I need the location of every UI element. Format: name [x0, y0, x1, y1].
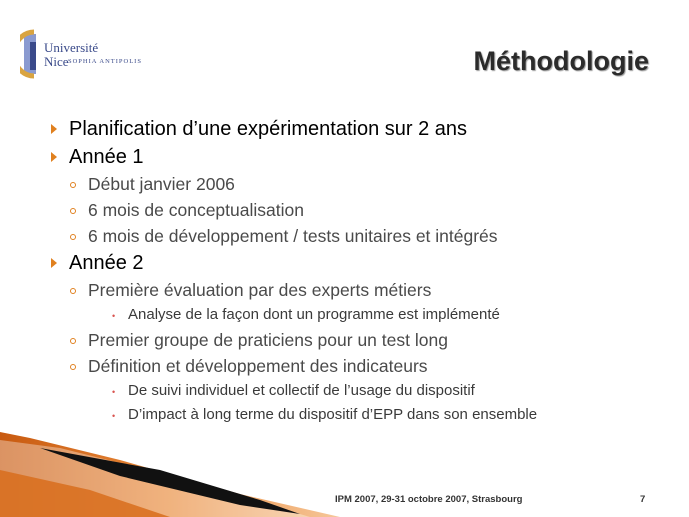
bullet-level2: [48, 355, 668, 381]
bullet-level3: [48, 405, 668, 429]
bullet-level2: [48, 329, 668, 355]
dot-bullet-icon: •: [112, 387, 116, 397]
bullet-level1: [48, 145, 668, 173]
bullet-text: D’impact à long terme du dispositif d’EPP dans son ensemble: [128, 406, 538, 423]
logo-line1: Université: [44, 40, 99, 55]
triangle-bullet-icon: [51, 258, 57, 268]
bullet-level1: [48, 251, 668, 279]
page-number: 7: [640, 494, 646, 505]
bullet-level2: [48, 225, 668, 251]
ring-bullet-icon: [70, 208, 76, 214]
bullet-level1: [48, 117, 668, 145]
bullet-text: Premier groupe de praticiens pour un test long: [88, 330, 448, 350]
bullet-level2: [48, 173, 668, 199]
dot-bullet-icon: •: [112, 311, 116, 321]
dot-bullet-icon: •: [112, 411, 116, 421]
ring-bullet-icon: [70, 338, 76, 344]
bullet-text: Planification d’une expérimentation sur 2 ans: [69, 118, 468, 140]
bullet-text: Début janvier 2006: [88, 174, 235, 194]
footer-text: IPM 2007, 29-31 octobre 2007, Strasbourg: [335, 494, 523, 505]
triangle-bullet-icon: [51, 124, 57, 134]
bullet-text: Première évaluation par des experts métiers: [88, 280, 432, 300]
bullet-level3: [48, 381, 668, 405]
triangle-bullet-icon: [51, 152, 57, 162]
logo-subtitle: SOPHIA ANTIPOLIS: [68, 58, 142, 65]
bullet-text: Définition et développement des indicateurs: [88, 356, 428, 376]
ring-bullet-icon: [70, 364, 76, 370]
bullet-level2: [48, 279, 668, 305]
bullet-level2: [48, 199, 668, 225]
slide-title: Méthodologie: [473, 46, 649, 76]
bullet-text: De suivi individuel et collectif de l’usage du dispositif: [128, 382, 475, 399]
ring-bullet-icon: [70, 182, 76, 188]
bullet-text: Analyse de la façon dont un programme est implémenté: [128, 306, 500, 323]
bullet-text: Année 2: [69, 252, 144, 274]
ring-bullet-icon: [70, 288, 76, 294]
bullet-list: [48, 117, 668, 429]
bullet-level3: [48, 305, 668, 329]
logo-line2: Nice: [44, 54, 69, 69]
ring-bullet-icon: [70, 234, 76, 240]
bullet-text: 6 mois de conceptualisation: [88, 200, 304, 220]
bullet-text: Année 1: [69, 146, 144, 168]
bullet-text: 6 mois de développement / tests unitaires et intégrés: [88, 226, 498, 246]
